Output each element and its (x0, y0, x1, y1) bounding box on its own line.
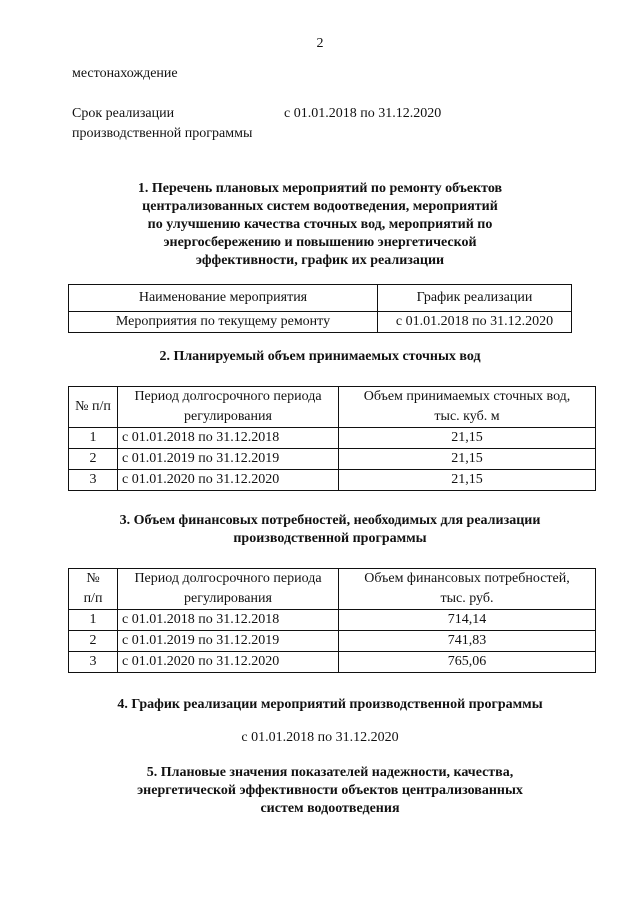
table-cell: 21,15 (339, 428, 596, 449)
table-header-row (69, 285, 572, 312)
table-cell: с 01.01.2019 по 31.12.2019 (118, 631, 339, 652)
header-line: п/п (83, 591, 103, 606)
table-row (69, 312, 572, 333)
section1-heading-line: централизованных систем водоотведения, мероприятий (142, 199, 498, 214)
table-row (69, 428, 596, 449)
measures-table (68, 284, 572, 333)
table-row (69, 470, 596, 491)
header-line: тыс. куб. м (434, 409, 500, 424)
table-cell: с 01.01.2019 по 31.12.2019 (118, 449, 339, 470)
table-row (69, 631, 596, 652)
section5-heading-line: систем водоотведения (260, 801, 400, 816)
table-header-cell (118, 387, 339, 428)
header-line: регулирования (184, 591, 272, 606)
table-cell: 3 (69, 652, 118, 673)
section3-heading-line: 3. Объем финансовых потребностей, необходимых для реализации (119, 513, 541, 528)
location-label: местонахождение (72, 66, 178, 81)
table-cell: 21,15 (339, 470, 596, 491)
section1-heading-line: 1. Перечень плановых мероприятий по ремонту объектов (137, 181, 503, 196)
table-row (69, 610, 596, 631)
term-label (72, 104, 252, 144)
table-header-cell (118, 569, 339, 610)
header-line: Период долгосрочного периода (134, 571, 322, 586)
section5-heading-line: энергетической эффективности объектов централизованных (137, 783, 523, 798)
table-cell: 1 (69, 610, 118, 631)
table-header-cell: Наименование мероприятия (69, 285, 378, 312)
table-row (69, 449, 596, 470)
term-label-line1: Срок реализации (72, 106, 175, 121)
header-line: тыс. руб. (440, 591, 494, 606)
table-cell: с 01.01.2020 по 31.12.2020 (118, 470, 339, 491)
table-cell: с 01.01.2018 по 31.12.2018 (118, 428, 339, 449)
table-cell: с 01.01.2018 по 31.12.2020 (378, 312, 572, 333)
section3-heading (40, 512, 620, 548)
header-line: регулирования (184, 409, 272, 424)
term-value: с 01.01.2018 по 31.12.2020 (284, 106, 442, 121)
table-cell: с 01.01.2018 по 31.12.2018 (118, 610, 339, 631)
table-cell: 1 (69, 428, 118, 449)
table-cell: с 01.01.2020 по 31.12.2020 (118, 652, 339, 673)
table-header-cell (69, 569, 118, 610)
section1-heading (60, 180, 580, 270)
table-cell: 3 (69, 470, 118, 491)
table-header-cell (339, 569, 596, 610)
wastewater-volume-table (68, 386, 596, 491)
section3-heading-line: производственной программы (233, 531, 427, 546)
table-header-cell (339, 387, 596, 428)
table-cell: Мероприятия по текущему ремонту (69, 312, 378, 333)
term-label-line2: производственной программы (72, 126, 253, 141)
financial-needs-table (68, 568, 596, 673)
section5-heading-line: 5. Плановые значения показателей надежности, качества, (146, 765, 514, 780)
section4-value: с 01.01.2018 по 31.12.2020 (241, 730, 399, 745)
header-line: Период долгосрочного периода (134, 389, 322, 404)
section2-heading: 2. Планируемый объем принимаемых сточных вод (159, 349, 481, 364)
table-cell: 2 (69, 631, 118, 652)
header-line: № (86, 571, 100, 586)
header-line: Объем финансовых потребностей, (364, 571, 570, 586)
table-cell: 741,83 (339, 631, 596, 652)
table-header-cell: График реализации (378, 285, 572, 312)
table-cell: 2 (69, 449, 118, 470)
table-cell: 765,06 (339, 652, 596, 673)
table-cell: 714,14 (339, 610, 596, 631)
table-cell: 21,15 (339, 449, 596, 470)
table-header-row (69, 387, 596, 428)
page-number: 2 (316, 36, 324, 51)
section1-heading-line: по улучшению качества сточных вод, мероприятий по (147, 217, 493, 232)
section1-heading-line: энергосбережению и повышению энергетической (163, 235, 477, 250)
table-header-row (69, 569, 596, 610)
section5-heading (40, 764, 620, 818)
table-header-cell: № п/п (69, 387, 118, 428)
header-line: Объем принимаемых сточных вод, (363, 389, 571, 404)
section4-heading: 4. График реализации мероприятий производственной программы (117, 697, 543, 712)
section1-heading-line: эффективности, график их реализации (195, 253, 445, 268)
table-row (69, 652, 596, 673)
